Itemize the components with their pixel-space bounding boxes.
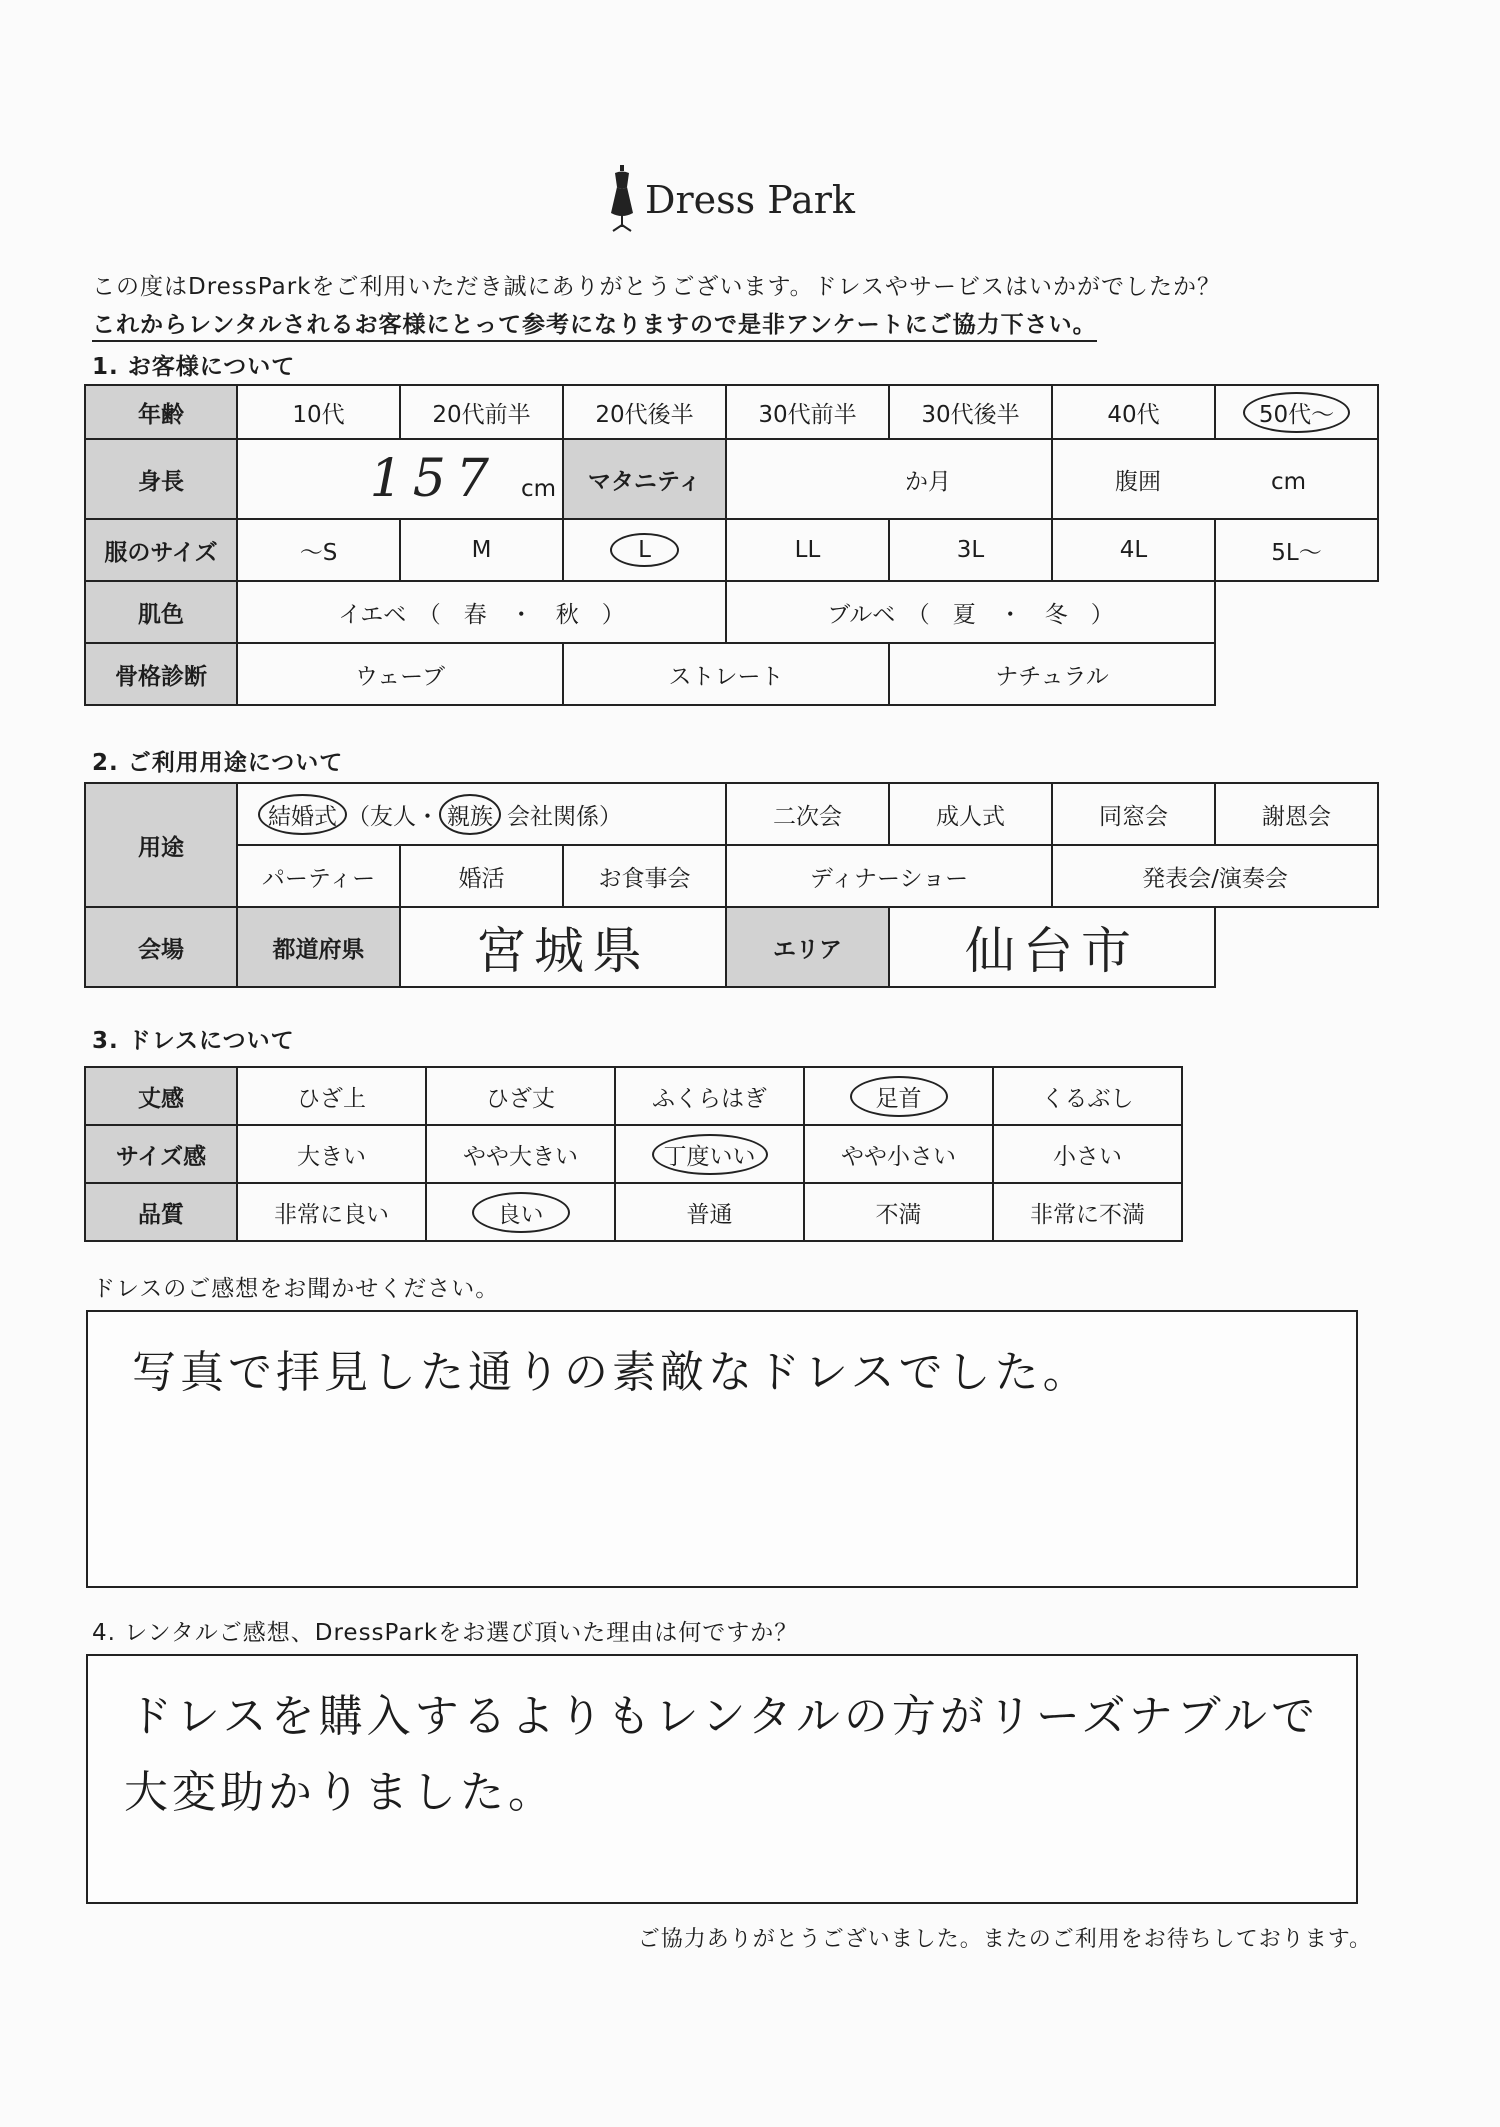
purpose-option[interactable]: 謝恩会 [1215,783,1378,845]
age-option[interactable]: 10代 [237,385,400,439]
fit-option[interactable]: 大きい [237,1125,426,1183]
customer-table [84,384,1379,706]
skeleton-option[interactable]: ウェーブ [237,643,563,705]
closing-text: ご協力ありがとうございました。またのご利用をお待ちしております。 [637,1927,1372,1952]
quality-row [85,1183,1182,1241]
fit-label: サイズ感 [85,1125,237,1183]
section-3-title: 3. ドレスについて [92,1028,295,1054]
maternity-months-field[interactable] [726,439,1052,519]
fit-option[interactable]: やや大きい [426,1125,615,1183]
maternity-label: マタニティ [563,439,726,519]
skin-label: 肌色 [85,581,237,643]
quality-option[interactable]: 不満 [804,1183,993,1241]
fit-option[interactable]: やや小さい [804,1125,993,1183]
selected-mark: 親族 [439,794,501,835]
wedding-company: 会社関係 [507,803,599,830]
reason-answer-line2: 大変助かりました。 [124,1767,556,1818]
fit-option-selected[interactable] [615,1125,804,1183]
area-label: エリア [726,907,889,987]
age-row [85,385,1378,439]
height-label: 身長 [85,439,237,519]
fit-option[interactable]: 小さい [993,1125,1182,1183]
selected-mark: 結婚式 [258,794,347,835]
months-unit: か月 [905,468,951,495]
quality-option[interactable]: 普通 [615,1183,804,1241]
length-option[interactable]: ふくらはぎ [615,1067,804,1125]
selected-mark: 50代～ [1243,392,1350,433]
section-1-title: 1. お客様について [92,354,296,380]
age-label: 年齢 [85,385,237,439]
size-label: 服のサイズ [85,519,237,581]
purpose-option[interactable]: パーティー [237,845,400,907]
length-option[interactable]: ひざ丈 [426,1067,615,1125]
skin-yellow-option[interactable]: イエベ （ 春 ・ 秋 ） [237,581,726,643]
age-option[interactable]: 30代後半 [889,385,1052,439]
purpose-row-2 [85,845,1378,907]
purpose-option[interactable]: 同窓会 [1052,783,1215,845]
venue-row [85,907,1378,987]
age-option[interactable]: 20代後半 [563,385,726,439]
brand-logo [605,165,855,235]
size-option[interactable]: M [400,519,563,581]
intro-text: この度はDressParkをご利用いただき誠にありがとうございます。ドレスやサービスはいかがでしたか？ [92,274,1221,300]
purpose-option[interactable]: 成人式 [889,783,1052,845]
height-row [85,439,1378,519]
age-option[interactable]: 30代前半 [726,385,889,439]
waist-field[interactable] [1052,439,1378,519]
purpose-row-1 [85,783,1378,845]
length-option[interactable]: ひざ上 [237,1067,426,1125]
height-field[interactable] [237,439,563,519]
waist-label: 腹囲 [1115,468,1161,495]
purpose-option[interactable]: ディナーショー [726,845,1052,907]
quality-option[interactable]: 非常に良い [237,1183,426,1241]
purpose-option[interactable]: 婚活 [400,845,563,907]
length-option[interactable]: くるぶし [993,1067,1182,1125]
dress-table [84,1066,1183,1242]
area-value[interactable]: 仙台市 [889,907,1215,987]
skeleton-option[interactable]: ナチュラル [889,643,1215,705]
length-row [85,1067,1182,1125]
intro-request: これからレンタルされるお客様にとって参考になりますので是非アンケートにご協力下さい。 [92,306,1097,342]
prefecture-value[interactable]: 宮城県 [400,907,726,987]
venue-label: 会場 [85,907,237,987]
purpose-option[interactable]: お食事会 [563,845,726,907]
section-4-title: 4. レンタルご感想、DressParkをお選び頂いた理由は何ですか？ [92,1620,799,1646]
height-value: 157 [369,449,499,509]
impression-answer: 写真で拝見した通りの素敵なドレスでした。 [132,1347,1091,1398]
purpose-label: 用途 [85,783,237,907]
wedding-option[interactable] [237,783,726,845]
skin-blue-option[interactable]: ブルベ （ 夏 ・ 冬 ） [726,581,1215,643]
size-row [85,519,1378,581]
purpose-table [84,782,1379,988]
purpose-option[interactable]: 二次会 [726,783,889,845]
reason-answer-box[interactable] [86,1654,1358,1904]
quality-option-selected[interactable] [426,1183,615,1241]
selected-mark: 足首 [850,1076,948,1117]
size-option[interactable]: 4L [1052,519,1215,581]
height-unit: cm [520,476,556,502]
brand-name: Dress Park [645,178,855,222]
paren-open: （ [347,803,370,830]
age-option-selected[interactable] [1215,385,1378,439]
prefecture-label: 都道府県 [237,907,400,987]
size-option[interactable]: LL [726,519,889,581]
section-2-title: 2. ご利用用途について [92,750,344,776]
wedding-friend: 友人・ [370,803,439,830]
length-label: 丈感 [85,1067,237,1125]
selected-mark: 良い [472,1192,570,1233]
size-option[interactable]: ～S [237,519,400,581]
impression-prompt: ドレスのご感想をお聞かせください。 [92,1276,500,1302]
size-option[interactable]: 3L [889,519,1052,581]
skeleton-option[interactable]: ストレート [563,643,889,705]
selected-mark: 丁度いい [652,1134,768,1175]
size-option[interactable]: 5L～ [1215,519,1378,581]
skin-row [85,581,1378,643]
size-option-selected[interactable] [563,519,726,581]
selected-mark: L [610,533,679,567]
length-option-selected[interactable] [804,1067,993,1125]
fit-row [85,1125,1182,1183]
age-option[interactable]: 40代 [1052,385,1215,439]
waist-unit: cm [1271,468,1307,495]
skeleton-label: 骨格診断 [85,643,237,705]
impression-answer-box[interactable] [86,1310,1358,1588]
quality-label: 品質 [85,1183,237,1241]
age-option[interactable]: 20代前半 [400,385,563,439]
quality-option[interactable]: 非常に不満 [993,1183,1182,1241]
purpose-option[interactable]: 発表会/演奏会 [1052,845,1378,907]
skeleton-row [85,643,1378,705]
reason-answer-line1: ドレスを購入するよりもレンタルの方がリーズナブルで [128,1691,1319,1742]
paren-close: ） [599,803,622,830]
dress-form-icon [605,165,639,235]
